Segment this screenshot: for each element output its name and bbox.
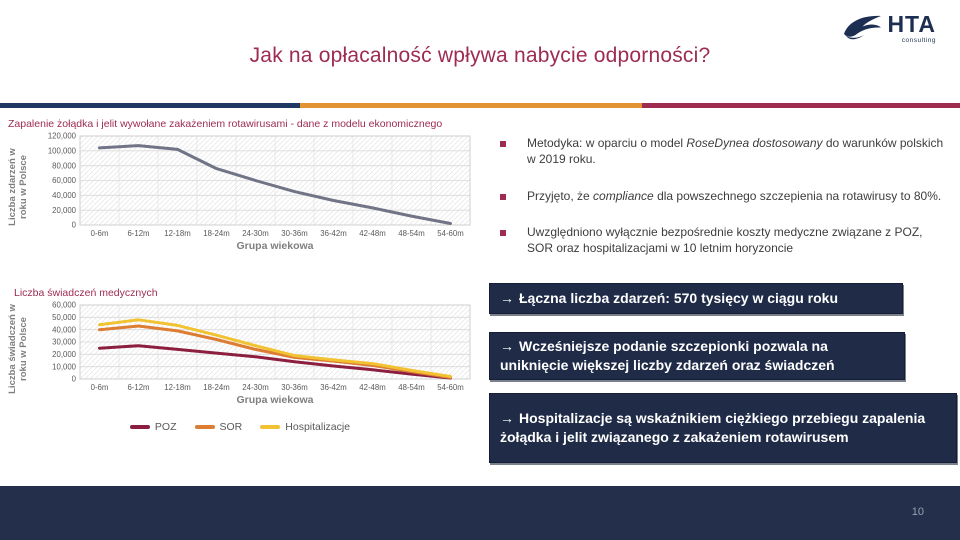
chart2-title: Liczba świadczeń medycznych bbox=[14, 287, 158, 299]
legend-swatch-poz bbox=[130, 425, 150, 429]
chart2-plot bbox=[34, 300, 478, 408]
svg-text:Grupa wiekowa: Grupa wiekowa bbox=[236, 394, 314, 406]
legend-item-hospitalizacje bbox=[260, 421, 350, 433]
divider-band bbox=[0, 103, 960, 108]
svg-text:Grupa wiekowa: Grupa wiekowa bbox=[236, 240, 314, 252]
page-title: Jak na opłacalność wpływa nabycie odporności? bbox=[249, 44, 711, 67]
svg-text:12-18m: 12-18m bbox=[164, 229, 191, 238]
svg-text:36-42m: 36-42m bbox=[320, 383, 347, 392]
svg-text:100,000: 100,000 bbox=[47, 146, 76, 156]
chart1-y-axis-label: Liczba zdarzeń w roku w Polsce bbox=[7, 148, 30, 226]
legend-item-poz bbox=[130, 421, 177, 433]
callout-total-events: → Łączna liczba zdarzeń: 570 tysięcy w ciągu roku bbox=[489, 283, 903, 314]
svg-text:12-18m: 12-18m bbox=[164, 383, 191, 392]
bullet-text: Metodyka: w oparciu o model RoseDynea dostosowany do warunków polskich w 2019 roku. bbox=[527, 136, 944, 166]
svg-text:50,000: 50,000 bbox=[52, 312, 76, 322]
logo-text: HTA bbox=[887, 11, 936, 37]
svg-text:18-24m: 18-24m bbox=[203, 229, 230, 238]
svg-text:36-42m: 36-42m bbox=[320, 229, 347, 238]
callout-earlier-vaccination: → Wcześniejsze podanie szczepionki pozwala na uniknięcie większej liczby zdarzeń oraz świadczeń bbox=[489, 332, 905, 380]
chart1-title: Zapalenie żołądka i jelit wywołane zakażeniem rotawirusami - dane z modelu ekonomicznego bbox=[8, 118, 443, 130]
arrow-icon: → bbox=[500, 410, 514, 427]
svg-text:0: 0 bbox=[71, 374, 76, 384]
hta-logo bbox=[843, 13, 936, 48]
svg-text:24-30m: 24-30m bbox=[242, 229, 269, 238]
svg-text:18-24m: 18-24m bbox=[203, 383, 230, 392]
svg-text:0-6m: 0-6m bbox=[90, 383, 109, 392]
bullet-item-metodyka bbox=[497, 136, 949, 168]
svg-text:0: 0 bbox=[71, 220, 76, 230]
svg-text:42-48m: 42-48m bbox=[359, 229, 386, 238]
bullet-item-koszty bbox=[497, 225, 949, 257]
svg-text:48-54m: 48-54m bbox=[398, 383, 425, 392]
svg-text:60,000: 60,000 bbox=[52, 176, 76, 186]
footer-band bbox=[0, 486, 960, 540]
svg-text:80,000: 80,000 bbox=[52, 161, 76, 171]
legend-item-sor bbox=[195, 421, 243, 433]
svg-text:54-60m: 54-60m bbox=[437, 229, 464, 238]
bullet-square-icon bbox=[500, 141, 506, 147]
svg-text:20,000: 20,000 bbox=[52, 349, 76, 359]
callout-hospitalizations: → Hospitalizacje są wskaźnikiem ciężkiego przebiegu zapalenia żołądka i jelit związanego z zakażeniem rotawirusem bbox=[489, 393, 957, 463]
svg-text:54-60m: 54-60m bbox=[437, 383, 464, 392]
svg-text:30-36m: 30-36m bbox=[281, 383, 308, 392]
hta-logo-icon bbox=[843, 13, 883, 48]
bullet-square-icon bbox=[500, 194, 506, 200]
svg-text:30,000: 30,000 bbox=[52, 337, 76, 347]
legend-label-poz: POZ bbox=[154, 421, 177, 433]
legend-swatch-sor bbox=[195, 425, 215, 429]
svg-text:10,000: 10,000 bbox=[52, 362, 76, 372]
arrow-icon: → bbox=[500, 338, 514, 355]
bullet-list bbox=[497, 136, 949, 278]
bullet-text: Uwzględniono wyłącznie bezpośrednie koszty medyczne związane z POZ, SOR oraz hospitalizacjami w 10 letnim horyzoncie bbox=[527, 225, 923, 256]
bullet-text: Przyjęto, że compliance dla powszechnego szczepienia na rotawirusy to 80%. bbox=[527, 188, 942, 203]
arrow-icon: → bbox=[500, 290, 514, 307]
divider-band-maroon bbox=[642, 103, 960, 108]
legend-swatch-hospitalizacje bbox=[260, 425, 280, 429]
chart1-plot bbox=[34, 130, 478, 256]
svg-text:40,000: 40,000 bbox=[52, 325, 76, 335]
svg-text:40,000: 40,000 bbox=[52, 190, 76, 200]
divider-band-navy bbox=[0, 103, 300, 108]
legend-label-hospitalizacje: Hospitalizacje bbox=[285, 421, 351, 433]
svg-text:60,000: 60,000 bbox=[52, 300, 76, 310]
chart2-legend bbox=[40, 421, 440, 433]
svg-text:6-12m: 6-12m bbox=[127, 383, 150, 392]
divider-band-orange bbox=[300, 103, 642, 108]
svg-text:42-48m: 42-48m bbox=[359, 383, 386, 392]
svg-text:6-12m: 6-12m bbox=[127, 229, 150, 238]
svg-text:24-30m: 24-30m bbox=[242, 383, 269, 392]
chart1 bbox=[6, 130, 480, 256]
page-number: 10 bbox=[911, 506, 924, 518]
svg-text:120,000: 120,000 bbox=[47, 131, 76, 141]
svg-text:48-54m: 48-54m bbox=[398, 229, 425, 238]
svg-text:0-6m: 0-6m bbox=[90, 229, 109, 238]
bullet-square-icon bbox=[500, 230, 506, 236]
svg-text:20,000: 20,000 bbox=[52, 205, 76, 215]
chart2 bbox=[6, 300, 480, 410]
svg-text:30-36m: 30-36m bbox=[281, 229, 308, 238]
legend-label-sor: SOR bbox=[219, 421, 243, 433]
logo-subtext: consulting bbox=[901, 37, 936, 44]
bullet-item-compliance bbox=[497, 189, 949, 205]
chart2-y-axis-label: Liczba świadczeń w roku w Polsce bbox=[7, 304, 30, 394]
